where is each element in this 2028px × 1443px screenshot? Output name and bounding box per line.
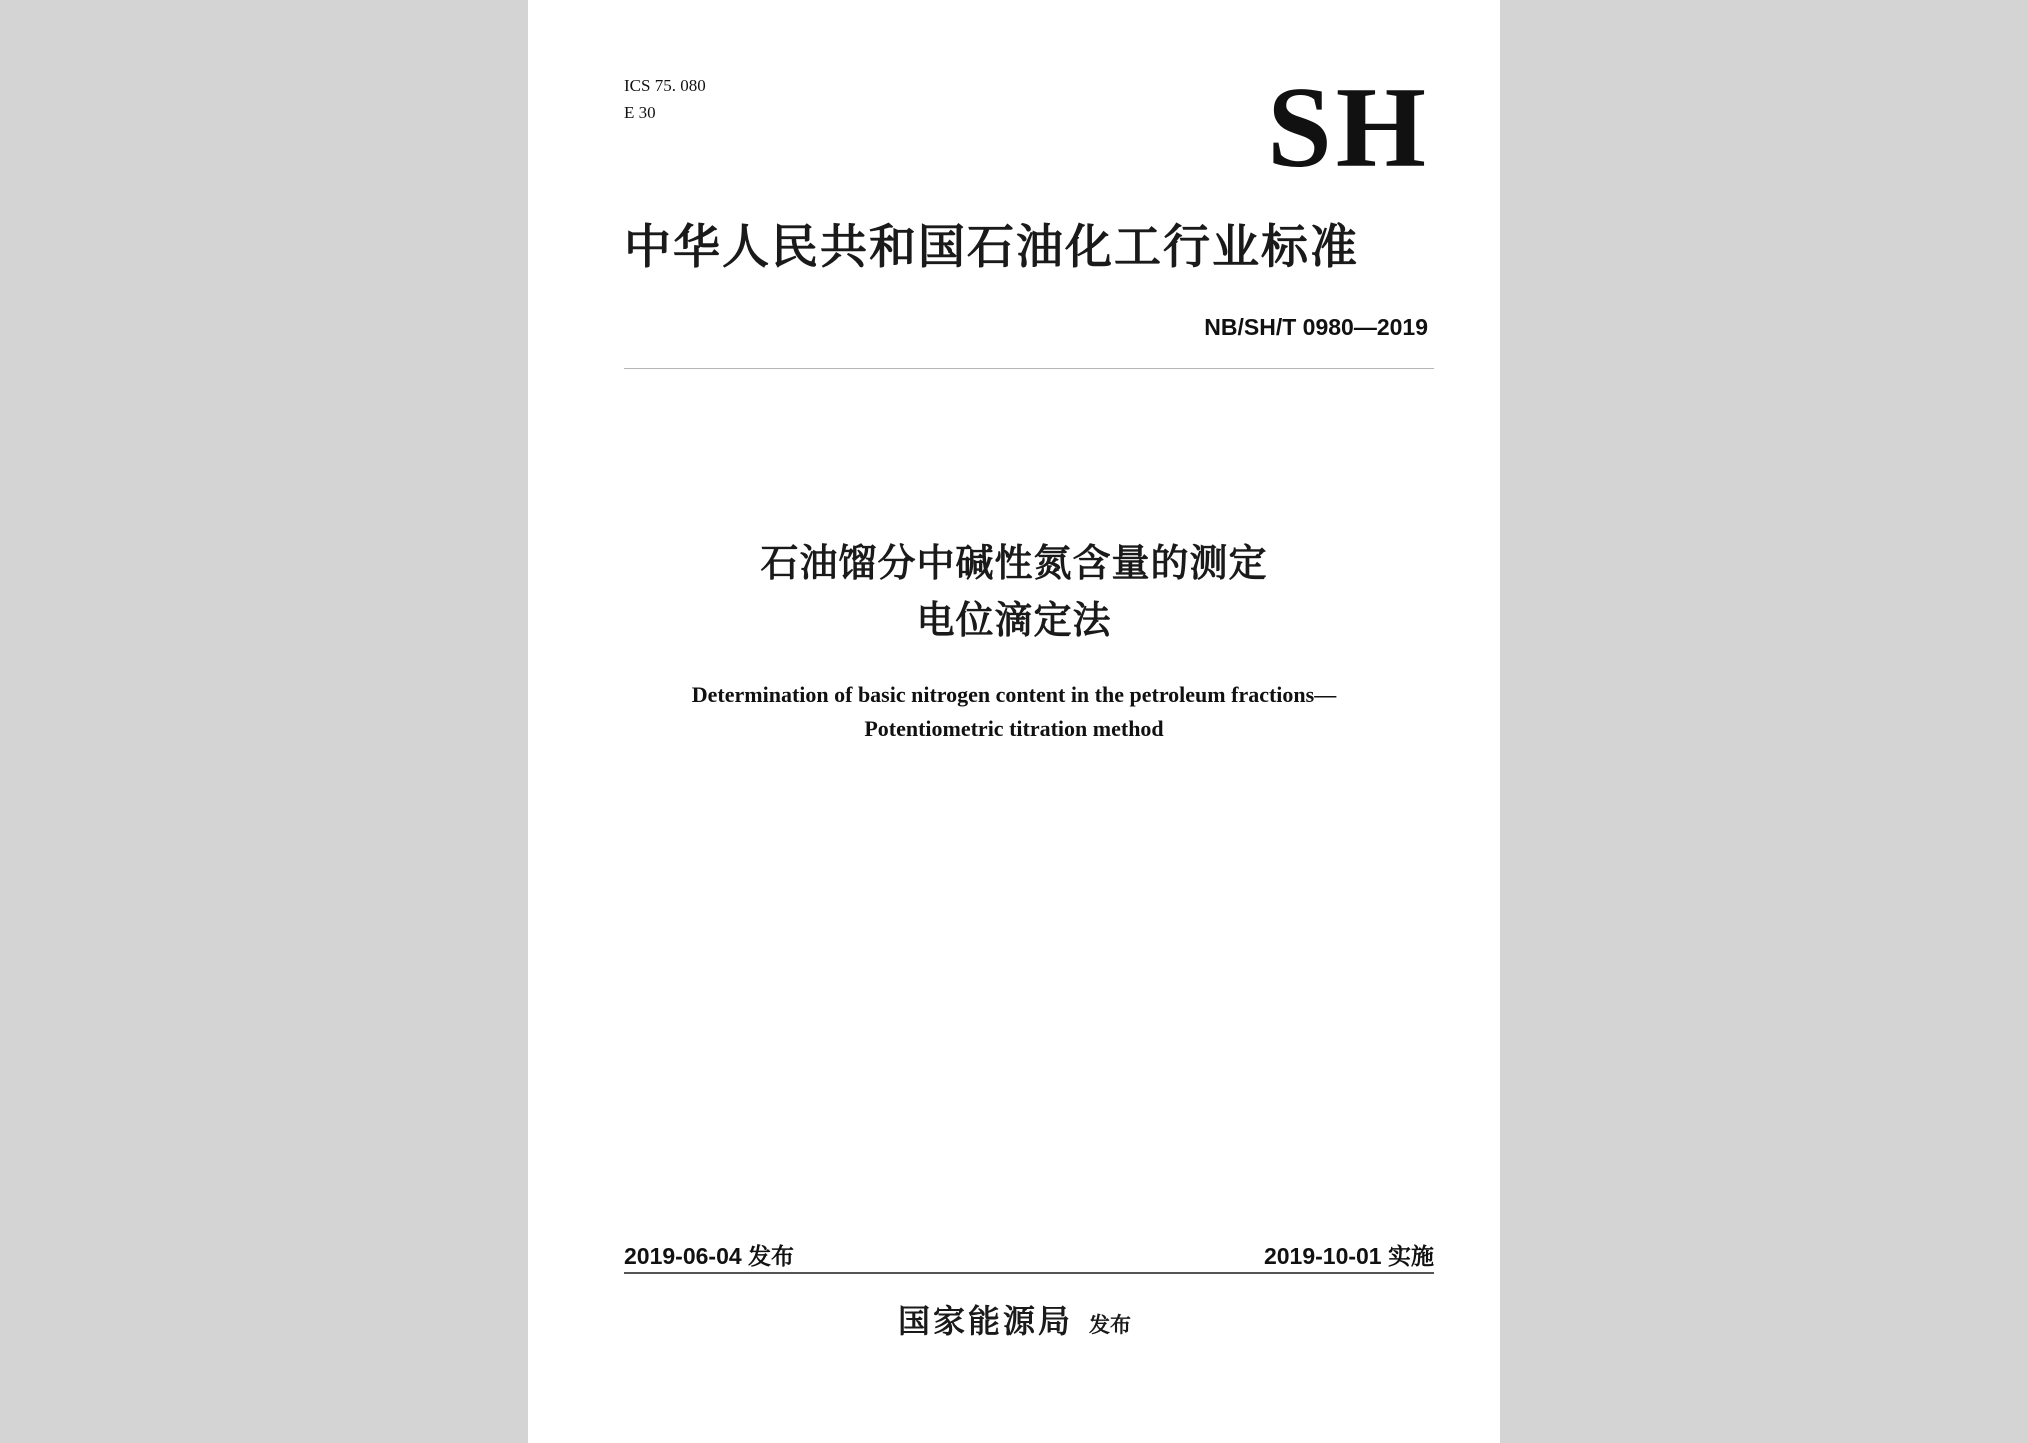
effective-date: 2019-10-01 实施	[1263, 1243, 1434, 1269]
sh-logo: SH	[1267, 64, 1430, 192]
publisher-suffix: 发布	[1089, 1313, 1132, 1337]
classification-codes	[624, 72, 706, 126]
standard-title: 中华人民共和国石油化工行业标准	[624, 220, 1359, 275]
document-title	[528, 535, 1500, 649]
ccs-code: E 30	[624, 103, 656, 122]
document-title-line-2: 电位滴定法	[916, 598, 1112, 642]
document-title-line-1: 石油馏分中碱性氮含量的测定	[760, 541, 1268, 585]
footer-divider	[624, 1272, 1434, 1274]
date-row	[624, 1240, 1434, 1272]
english-title-line-1: Determination of basic nitrogen content in the petroleum fractions—	[691, 682, 1337, 707]
standard-code: NB/SH/T 0980—2019	[1204, 314, 1428, 340]
document-cover-page	[528, 0, 1500, 1443]
ics-code: ICS 75. 080	[624, 76, 706, 95]
english-title	[528, 678, 1500, 746]
publisher-name: 国家能源局	[898, 1302, 1074, 1340]
publish-date: 2019-06-04 发布	[624, 1243, 795, 1269]
header-divider	[624, 368, 1434, 369]
english-title-line-2: Potentiometric titration method	[864, 716, 1164, 741]
